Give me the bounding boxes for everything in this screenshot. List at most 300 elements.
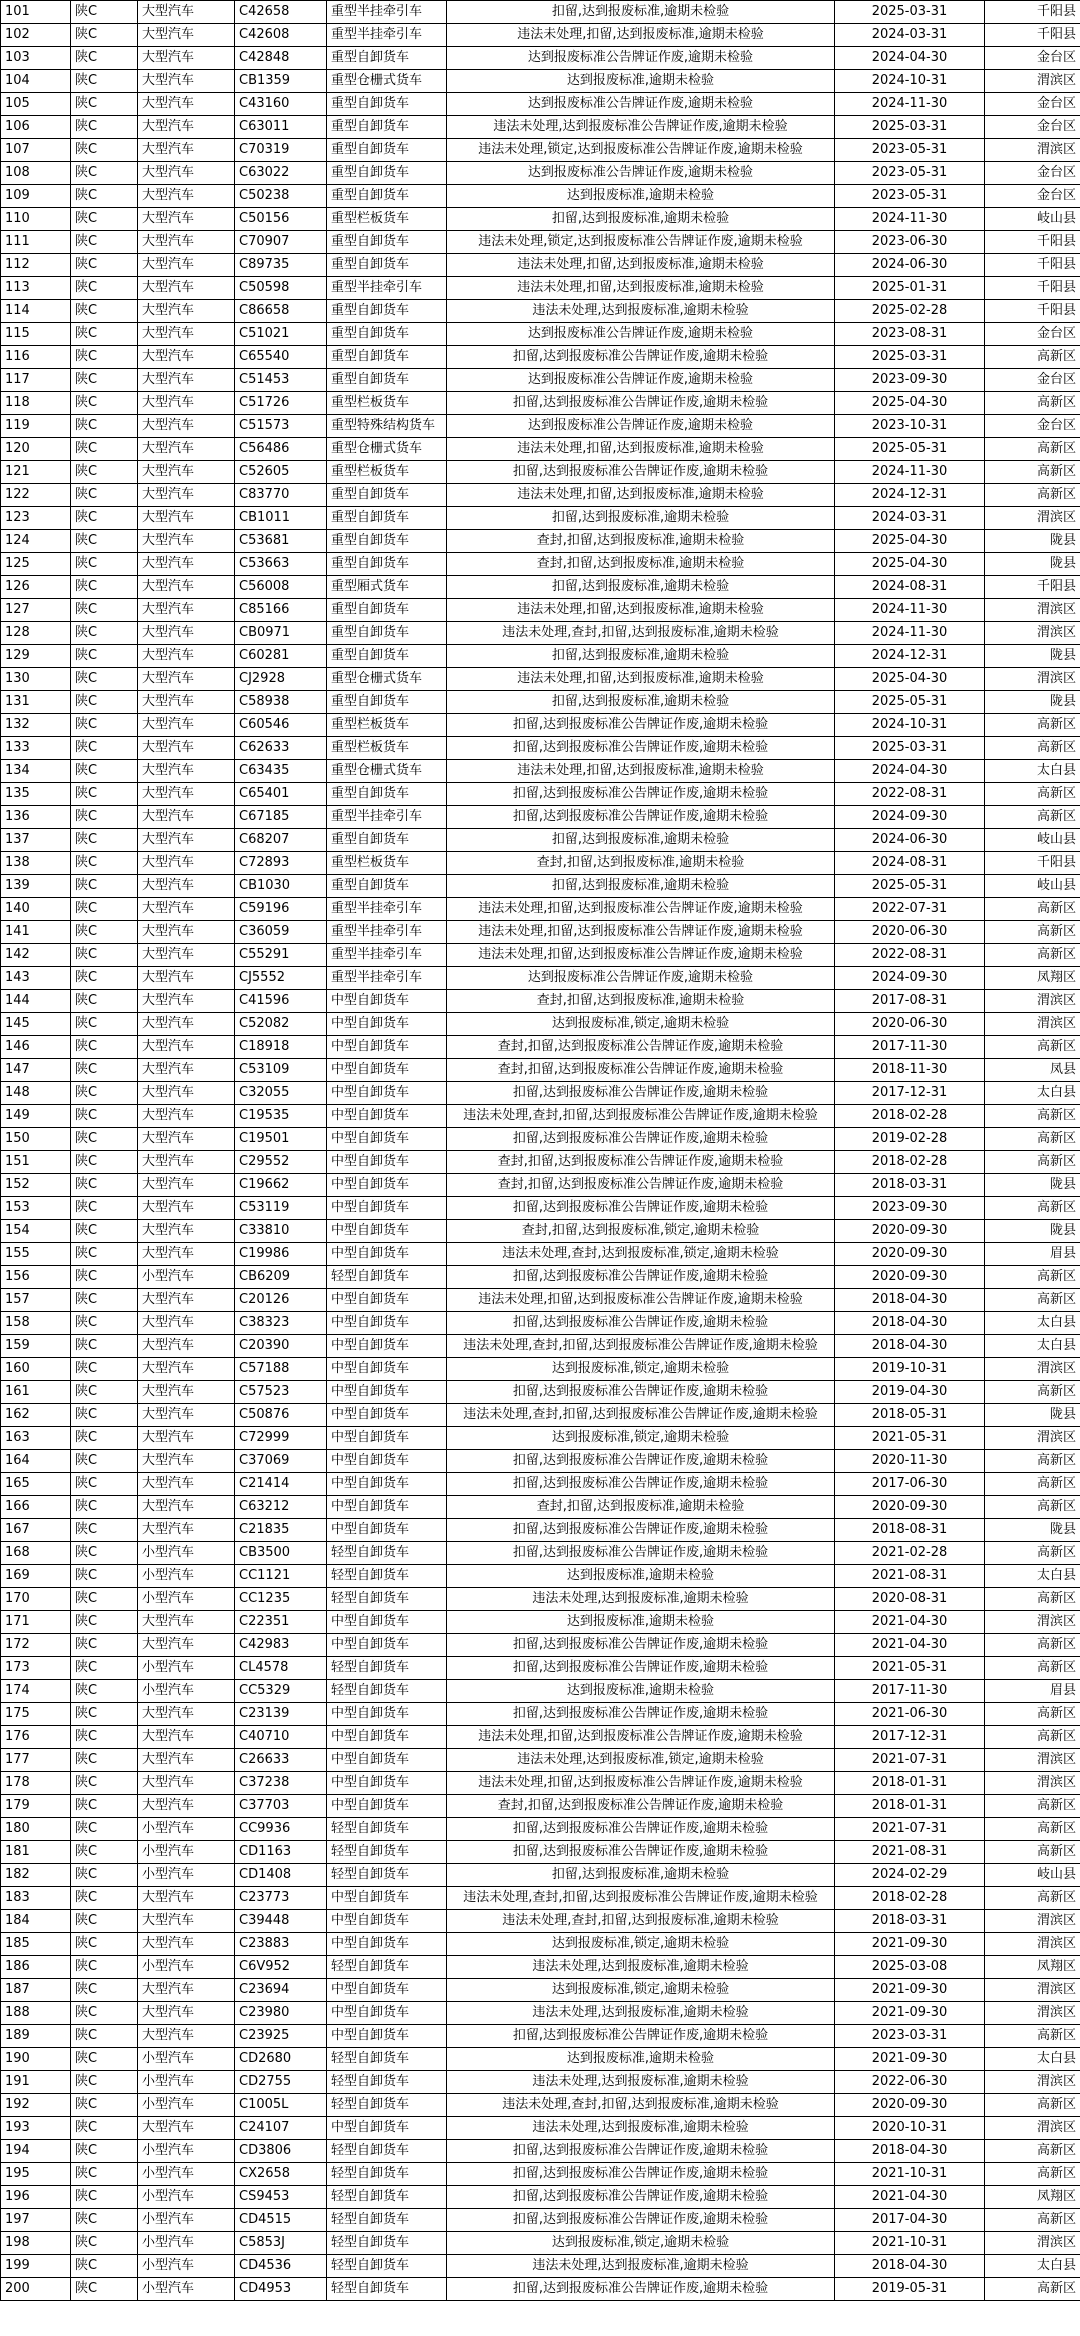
inspection-date-cell: 2023-05-31: [835, 139, 985, 162]
row-number-cell: 142: [1, 944, 71, 967]
vehicle-size-cell: 大型汽车: [138, 185, 235, 208]
plate-number-cell: C51453: [235, 369, 327, 392]
table-row: [1, 1082, 1080, 1105]
vehicle-type-cell: 中型自卸货车: [327, 1151, 447, 1174]
status-cell: 违法未处理,达到报废标准,逾期未检验: [447, 2255, 835, 2278]
district-cell: 千阳县: [985, 231, 1080, 254]
vehicle-size-cell: 小型汽车: [138, 2209, 235, 2232]
status-cell: 达到报废标准,锁定,逾期未检验: [447, 2232, 835, 2255]
row-number-cell: 150: [1, 1128, 71, 1151]
row-number-cell: 123: [1, 507, 71, 530]
inspection-date-cell: 2024-12-31: [835, 645, 985, 668]
plate-number-cell: C20126: [235, 1289, 327, 1312]
row-number-cell: 171: [1, 1611, 71, 1634]
status-cell: 扣留,达到报废标准公告牌证作废,逾期未检验: [447, 1657, 835, 1680]
status-cell: 扣留,达到报废标准,逾期未检验: [447, 829, 835, 852]
province-cell: 陕C: [71, 231, 138, 254]
district-cell: 高新区: [985, 1657, 1080, 1680]
vehicle-type-cell: 重型栏板货车: [327, 208, 447, 231]
status-cell: 扣留,达到报废标准公告牌证作废,逾期未检验: [447, 1703, 835, 1726]
inspection-date-cell: 2018-04-30: [835, 1335, 985, 1358]
vehicle-type-cell: 重型自卸货车: [327, 553, 447, 576]
table-row: [1, 484, 1080, 507]
row-number-cell: 194: [1, 2140, 71, 2163]
inspection-date-cell: 2018-04-30: [835, 1312, 985, 1335]
plate-number-cell: C42983: [235, 1634, 327, 1657]
table-row: [1, 576, 1080, 599]
row-number-cell: 167: [1, 1519, 71, 1542]
vehicle-type-cell: 重型自卸货车: [327, 507, 447, 530]
province-cell: 陕C: [71, 668, 138, 691]
district-cell: 陇县: [985, 645, 1080, 668]
district-cell: 高新区: [985, 806, 1080, 829]
inspection-date-cell: 2021-04-30: [835, 1611, 985, 1634]
province-cell: 陕C: [71, 2255, 138, 2278]
inspection-date-cell: 2025-04-30: [835, 553, 985, 576]
district-cell: 千阳县: [985, 852, 1080, 875]
vehicle-size-cell: 大型汽车: [138, 1059, 235, 1082]
vehicle-type-cell: 轻型自卸货车: [327, 1956, 447, 1979]
province-cell: 陕C: [71, 1864, 138, 1887]
status-cell: 查封,扣留,达到报废标准公告牌证作废,逾期未检验: [447, 1151, 835, 1174]
status-cell: 达到报废标准,逾期未检验: [447, 2048, 835, 2071]
status-cell: 扣留,达到报废标准公告牌证作废,逾期未检验: [447, 737, 835, 760]
plate-number-cell: C52082: [235, 1013, 327, 1036]
district-cell: 太白县: [985, 1335, 1080, 1358]
row-number-cell: 173: [1, 1657, 71, 1680]
plate-number-cell: C20390: [235, 1335, 327, 1358]
vehicle-type-cell: 中型自卸货车: [327, 1772, 447, 1795]
district-cell: 高新区: [985, 1496, 1080, 1519]
table-row: [1, 1289, 1080, 1312]
inspection-date-cell: 2021-02-28: [835, 1542, 985, 1565]
table-row: [1, 967, 1080, 990]
province-cell: 陕C: [71, 737, 138, 760]
row-number-cell: 128: [1, 622, 71, 645]
plate-number-cell: C50238: [235, 185, 327, 208]
inspection-date-cell: 2021-09-30: [835, 1933, 985, 1956]
inspection-date-cell: 2025-05-31: [835, 438, 985, 461]
plate-number-cell: C52605: [235, 461, 327, 484]
status-cell: 扣留,达到报废标准公告牌证作废,逾期未检验: [447, 783, 835, 806]
plate-number-cell: CD2680: [235, 2048, 327, 2071]
status-cell: 达到报废标准,逾期未检验: [447, 70, 835, 93]
table-row: [1, 852, 1080, 875]
plate-number-cell: C42658: [235, 1, 327, 24]
province-cell: 陕C: [71, 2094, 138, 2117]
province-cell: 陕C: [71, 24, 138, 47]
province-cell: 陕C: [71, 1910, 138, 1933]
vehicle-size-cell: 大型汽车: [138, 1772, 235, 1795]
province-cell: 陕C: [71, 1680, 138, 1703]
district-cell: 渭滨区: [985, 599, 1080, 622]
table-row: [1, 1036, 1080, 1059]
vehicle-size-cell: 大型汽车: [138, 898, 235, 921]
status-cell: 扣留,达到报废标准,逾期未检验: [447, 1, 835, 24]
table-row: [1, 1634, 1080, 1657]
vehicle-type-cell: 轻型自卸货车: [327, 1266, 447, 1289]
plate-number-cell: C63212: [235, 1496, 327, 1519]
inspection-date-cell: 2020-06-30: [835, 921, 985, 944]
status-cell: 扣留,达到报废标准公告牌证作废,逾期未检验: [447, 1634, 835, 1657]
plate-number-cell: CJ5552: [235, 967, 327, 990]
province-cell: 陕C: [71, 1013, 138, 1036]
row-number-cell: 181: [1, 1841, 71, 1864]
table-row: [1, 1335, 1080, 1358]
plate-number-cell: C38323: [235, 1312, 327, 1335]
row-number-cell: 106: [1, 116, 71, 139]
district-cell: 渭滨区: [985, 1427, 1080, 1450]
status-cell: 查封,扣留,达到报废标准公告牌证作废,逾期未检验: [447, 1174, 835, 1197]
vehicle-type-cell: 重型特殊结构货车: [327, 415, 447, 438]
vehicle-size-cell: 大型汽车: [138, 1151, 235, 1174]
vehicle-size-cell: 大型汽车: [138, 47, 235, 70]
vehicle-size-cell: 大型汽车: [138, 1450, 235, 1473]
status-cell: 达到报废标准公告牌证作废,逾期未检验: [447, 369, 835, 392]
inspection-date-cell: 2021-08-31: [835, 1841, 985, 1864]
row-number-cell: 122: [1, 484, 71, 507]
plate-number-cell: C39448: [235, 1910, 327, 1933]
plate-number-cell: C26633: [235, 1749, 327, 1772]
status-cell: 查封,扣留,达到报废标准,锁定,逾期未检验: [447, 1220, 835, 1243]
inspection-date-cell: 2020-09-30: [835, 2094, 985, 2117]
vehicle-type-cell: 轻型自卸货车: [327, 2278, 447, 2301]
inspection-date-cell: 2021-09-30: [835, 2048, 985, 2071]
row-number-cell: 102: [1, 24, 71, 47]
inspection-date-cell: 2025-03-31: [835, 346, 985, 369]
district-cell: 高新区: [985, 1795, 1080, 1818]
vehicle-type-cell: 中型自卸货车: [327, 1910, 447, 1933]
table-row: [1, 1013, 1080, 1036]
vehicle-size-cell: 小型汽车: [138, 2094, 235, 2117]
plate-number-cell: C59196: [235, 898, 327, 921]
inspection-date-cell: 2018-03-31: [835, 1910, 985, 1933]
plate-number-cell: C37238: [235, 1772, 327, 1795]
province-cell: 陕C: [71, 622, 138, 645]
inspection-date-cell: 2022-08-31: [835, 783, 985, 806]
row-number-cell: 198: [1, 2232, 71, 2255]
vehicle-size-cell: 大型汽车: [138, 461, 235, 484]
row-number-cell: 148: [1, 1082, 71, 1105]
vehicle-size-cell: 大型汽车: [138, 1197, 235, 1220]
province-cell: 陕C: [71, 1565, 138, 1588]
plate-number-cell: CC1235: [235, 1588, 327, 1611]
vehicle-size-cell: 大型汽车: [138, 70, 235, 93]
status-cell: 违法未处理,达到报废标准,逾期未检验: [447, 1588, 835, 1611]
plate-number-cell: CD3806: [235, 2140, 327, 2163]
table-row: [1, 323, 1080, 346]
table-row: [1, 2117, 1080, 2140]
plate-number-cell: C60281: [235, 645, 327, 668]
table-row: [1, 1680, 1080, 1703]
vehicle-type-cell: 中型自卸货车: [327, 1933, 447, 1956]
province-cell: 陕C: [71, 1312, 138, 1335]
inspection-date-cell: 2017-08-31: [835, 990, 985, 1013]
plate-number-cell: CL4578: [235, 1657, 327, 1680]
table-row: [1, 2232, 1080, 2255]
vehicle-size-cell: 大型汽车: [138, 1473, 235, 1496]
plate-number-cell: C62633: [235, 737, 327, 760]
table-row: [1, 1726, 1080, 1749]
status-cell: 违法未处理,达到报废标准,逾期未检验: [447, 2117, 835, 2140]
plate-number-cell: C33810: [235, 1220, 327, 1243]
inspection-date-cell: 2020-11-30: [835, 1450, 985, 1473]
table-row: [1, 1611, 1080, 1634]
row-number-cell: 164: [1, 1450, 71, 1473]
plate-number-cell: C42608: [235, 24, 327, 47]
inspection-date-cell: 2022-08-31: [835, 944, 985, 967]
vehicle-type-cell: 轻型自卸货车: [327, 2232, 447, 2255]
plate-number-cell: C51021: [235, 323, 327, 346]
inspection-date-cell: 2021-04-30: [835, 1634, 985, 1657]
vehicle-size-cell: 大型汽车: [138, 2117, 235, 2140]
table-row: [1, 737, 1080, 760]
row-number-cell: 155: [1, 1243, 71, 1266]
vehicle-size-cell: 小型汽车: [138, 1956, 235, 1979]
district-cell: 渭滨区: [985, 2071, 1080, 2094]
status-cell: 违法未处理,达到报废标准,逾期未检验: [447, 2071, 835, 2094]
inspection-date-cell: 2020-06-30: [835, 1013, 985, 1036]
table-row: [1, 1381, 1080, 1404]
province-cell: 陕C: [71, 47, 138, 70]
status-cell: 扣留,达到报废标准公告牌证作废,逾期未检验: [447, 1519, 835, 1542]
province-cell: 陕C: [71, 1979, 138, 2002]
vehicle-type-cell: 中型自卸货车: [327, 1795, 447, 1818]
row-number-cell: 115: [1, 323, 71, 346]
province-cell: 陕C: [71, 1220, 138, 1243]
table-body: [1, 1, 1080, 2301]
district-cell: 高新区: [985, 392, 1080, 415]
row-number-cell: 156: [1, 1266, 71, 1289]
vehicle-type-cell: 轻型自卸货车: [327, 1565, 447, 1588]
plate-number-cell: C53109: [235, 1059, 327, 1082]
table-row: [1, 1519, 1080, 1542]
district-cell: 岐山县: [985, 829, 1080, 852]
plate-number-cell: C23139: [235, 1703, 327, 1726]
vehicle-size-cell: 大型汽车: [138, 369, 235, 392]
status-cell: 违法未处理,扣留,达到报废标准公告牌证作废,逾期未检验: [447, 1726, 835, 1749]
province-cell: 陕C: [71, 645, 138, 668]
table-row: [1, 369, 1080, 392]
inspection-date-cell: 2023-09-30: [835, 369, 985, 392]
plate-number-cell: C56008: [235, 576, 327, 599]
row-number-cell: 184: [1, 1910, 71, 1933]
province-cell: 陕C: [71, 1772, 138, 1795]
district-cell: 渭滨区: [985, 139, 1080, 162]
district-cell: 太白县: [985, 1082, 1080, 1105]
table-row: [1, 1450, 1080, 1473]
inspection-date-cell: 2018-02-28: [835, 1151, 985, 1174]
district-cell: 陇县: [985, 691, 1080, 714]
vehicle-type-cell: 轻型自卸货车: [327, 2048, 447, 2071]
province-cell: 陕C: [71, 2140, 138, 2163]
district-cell: 千阳县: [985, 300, 1080, 323]
inspection-date-cell: 2019-05-31: [835, 2278, 985, 2301]
plate-number-cell: C37069: [235, 1450, 327, 1473]
district-cell: 渭滨区: [985, 2117, 1080, 2140]
province-cell: 陕C: [71, 783, 138, 806]
vehicle-size-cell: 大型汽车: [138, 1381, 235, 1404]
district-cell: 陇县: [985, 1174, 1080, 1197]
vehicle-size-cell: 大型汽车: [138, 1, 235, 24]
vehicle-size-cell: 大型汽车: [138, 507, 235, 530]
row-number-cell: 185: [1, 1933, 71, 1956]
vehicle-size-cell: 小型汽车: [138, 2163, 235, 2186]
province-cell: 陕C: [71, 2071, 138, 2094]
table-row: [1, 1427, 1080, 1450]
row-number-cell: 153: [1, 1197, 71, 1220]
table-row: [1, 346, 1080, 369]
table-row: [1, 875, 1080, 898]
vehicle-type-cell: 重型自卸货车: [327, 185, 447, 208]
row-number-cell: 127: [1, 599, 71, 622]
vehicle-size-cell: 大型汽车: [138, 944, 235, 967]
province-cell: 陕C: [71, 1174, 138, 1197]
row-number-cell: 188: [1, 2002, 71, 2025]
district-cell: 高新区: [985, 2140, 1080, 2163]
row-number-cell: 182: [1, 1864, 71, 1887]
row-number-cell: 124: [1, 530, 71, 553]
district-cell: 高新区: [985, 1726, 1080, 1749]
status-cell: 违法未处理,达到报废标准,逾期未检验: [447, 300, 835, 323]
inspection-date-cell: 2024-12-31: [835, 484, 985, 507]
table-row: [1, 2209, 1080, 2232]
province-cell: 陕C: [71, 806, 138, 829]
district-cell: 太白县: [985, 760, 1080, 783]
vehicle-type-cell: 中型自卸货车: [327, 1082, 447, 1105]
row-number-cell: 189: [1, 2025, 71, 2048]
status-cell: 达到报废标准公告牌证作废,逾期未检验: [447, 415, 835, 438]
vehicle-type-cell: 重型厢式货车: [327, 576, 447, 599]
plate-number-cell: C19535: [235, 1105, 327, 1128]
table-row: [1, 2255, 1080, 2278]
row-number-cell: 116: [1, 346, 71, 369]
inspection-date-cell: 2025-04-30: [835, 530, 985, 553]
row-number-cell: 160: [1, 1358, 71, 1381]
vehicle-size-cell: 大型汽车: [138, 645, 235, 668]
district-cell: 高新区: [985, 1473, 1080, 1496]
status-cell: 达到报废标准公告牌证作废,逾期未检验: [447, 93, 835, 116]
status-cell: 扣留,达到报废标准公告牌证作废,逾期未检验: [447, 1473, 835, 1496]
vehicle-size-cell: 大型汽车: [138, 1496, 235, 1519]
plate-number-cell: C1005L: [235, 2094, 327, 2117]
status-cell: 扣留,达到报废标准公告牌证作废,逾期未检验: [447, 2025, 835, 2048]
vehicle-size-cell: 大型汽车: [138, 277, 235, 300]
district-cell: 金台区: [985, 162, 1080, 185]
vehicle-size-cell: 大型汽车: [138, 1174, 235, 1197]
row-number-cell: 132: [1, 714, 71, 737]
vehicle-size-cell: 大型汽车: [138, 829, 235, 852]
province-cell: 陕C: [71, 1358, 138, 1381]
table-row: [1, 2278, 1080, 2301]
row-number-cell: 139: [1, 875, 71, 898]
vehicle-type-cell: 中型自卸货车: [327, 1979, 447, 2002]
row-number-cell: 190: [1, 2048, 71, 2071]
table-row: [1, 392, 1080, 415]
row-number-cell: 117: [1, 369, 71, 392]
table-row: [1, 1358, 1080, 1381]
plate-number-cell: C51573: [235, 415, 327, 438]
vehicle-type-cell: 重型自卸货车: [327, 875, 447, 898]
vehicle-size-cell: 大型汽车: [138, 1634, 235, 1657]
table-row: [1, 1174, 1080, 1197]
table-row: [1, 921, 1080, 944]
inspection-date-cell: 2017-11-30: [835, 1680, 985, 1703]
table-row: [1, 1933, 1080, 1956]
table-row: [1, 2163, 1080, 2186]
inspection-date-cell: 2024-11-30: [835, 93, 985, 116]
status-cell: 违法未处理,扣留,达到报废标准,逾期未检验: [447, 438, 835, 461]
vehicle-type-cell: 重型自卸货车: [327, 254, 447, 277]
inspection-date-cell: 2017-04-30: [835, 2209, 985, 2232]
district-cell: 岐山县: [985, 875, 1080, 898]
vehicle-size-cell: 小型汽车: [138, 2048, 235, 2071]
status-cell: 查封,扣留,达到报废标准公告牌证作废,逾期未检验: [447, 1059, 835, 1082]
vehicle-type-cell: 中型自卸货车: [327, 990, 447, 1013]
plate-number-cell: CX2658: [235, 2163, 327, 2186]
row-number-cell: 158: [1, 1312, 71, 1335]
row-number-cell: 157: [1, 1289, 71, 1312]
vehicle-type-cell: 轻型自卸货车: [327, 2209, 447, 2232]
table-row: [1, 1887, 1080, 1910]
vehicle-size-cell: 大型汽车: [138, 1979, 235, 2002]
district-cell: 凤翔区: [985, 1956, 1080, 1979]
vehicle-type-cell: 重型半挂牵引车: [327, 1, 447, 24]
inspection-date-cell: 2019-04-30: [835, 1381, 985, 1404]
row-number-cell: 175: [1, 1703, 71, 1726]
inspection-date-cell: 2021-09-30: [835, 1979, 985, 2002]
province-cell: 陕C: [71, 1381, 138, 1404]
plate-number-cell: C50876: [235, 1404, 327, 1427]
province-cell: 陕C: [71, 93, 138, 116]
row-number-cell: 186: [1, 1956, 71, 1979]
inspection-date-cell: 2018-01-31: [835, 1795, 985, 1818]
province-cell: 陕C: [71, 1059, 138, 1082]
vehicle-type-cell: 重型半挂牵引车: [327, 24, 447, 47]
row-number-cell: 112: [1, 254, 71, 277]
province-cell: 陕C: [71, 829, 138, 852]
table-row: [1, 47, 1080, 70]
vehicle-type-cell: 中型自卸货车: [327, 1450, 447, 1473]
vehicle-type-cell: 轻型自卸货车: [327, 2140, 447, 2163]
district-cell: 高新区: [985, 1381, 1080, 1404]
province-cell: 陕C: [71, 576, 138, 599]
table-row: [1, 553, 1080, 576]
status-cell: 达到报废标准公告牌证作废,逾期未检验: [447, 47, 835, 70]
plate-number-cell: CB1359: [235, 70, 327, 93]
table-row: [1, 1772, 1080, 1795]
district-cell: 高新区: [985, 1703, 1080, 1726]
plate-number-cell: C42848: [235, 47, 327, 70]
province-cell: 陕C: [71, 1657, 138, 1680]
row-number-cell: 141: [1, 921, 71, 944]
table-row: [1, 622, 1080, 645]
plate-number-cell: CD2755: [235, 2071, 327, 2094]
row-number-cell: 196: [1, 2186, 71, 2209]
province-cell: 陕C: [71, 392, 138, 415]
vehicle-type-cell: 中型自卸货车: [327, 1197, 447, 1220]
vehicle-size-cell: 小型汽车: [138, 1542, 235, 1565]
vehicle-type-cell: 重型自卸货车: [327, 369, 447, 392]
province-cell: 陕C: [71, 1, 138, 24]
table-row: [1, 783, 1080, 806]
vehicle-type-cell: 重型自卸货车: [327, 783, 447, 806]
vehicle-size-cell: 大型汽车: [138, 231, 235, 254]
vehicle-size-cell: 小型汽车: [138, 1818, 235, 1841]
vehicle-size-cell: 大型汽车: [138, 1519, 235, 1542]
inspection-date-cell: 2024-10-31: [835, 714, 985, 737]
table-row: [1, 70, 1080, 93]
